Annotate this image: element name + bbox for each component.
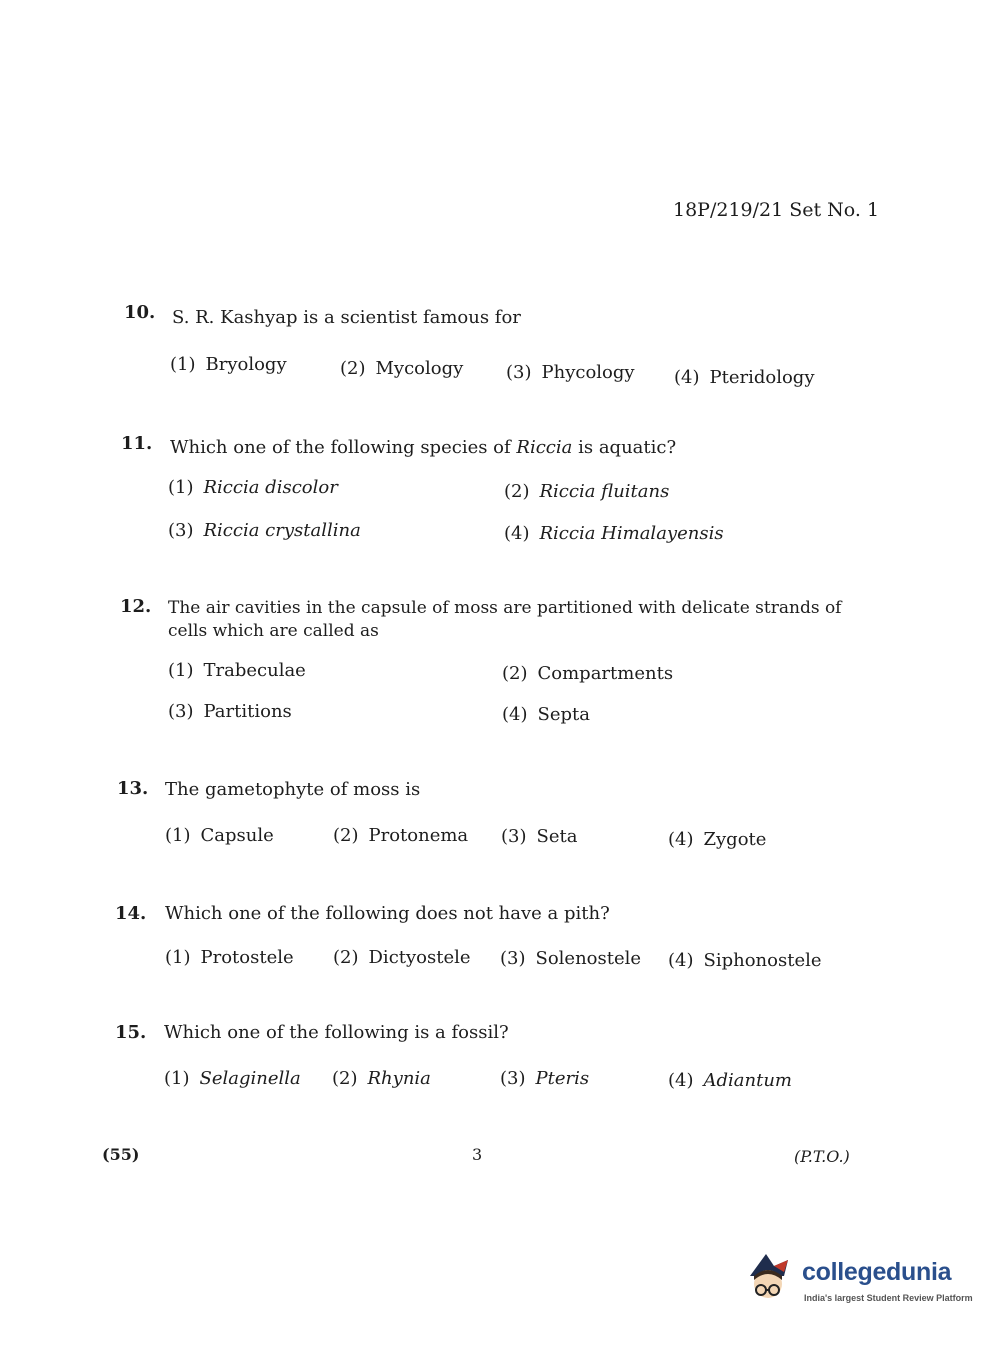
question-number: 10. <box>124 302 156 323</box>
question-text-line-2: cells which are called as <box>168 621 379 641</box>
collegedunia-logo[interactable] <box>744 1250 974 1316</box>
option-3: (3) Partitions <box>168 701 292 722</box>
question-number: 13. <box>117 778 149 799</box>
question-text: The gametophyte of moss is <box>165 779 421 800</box>
question-text: Which one of the following species of Riccia is aquatic? <box>170 437 677 458</box>
logo-tagline: India's largest Student Review Platform <box>804 1293 973 1303</box>
option-1: (1) Selaginella <box>164 1068 301 1089</box>
option-3: (3) Riccia crystallina <box>168 520 361 541</box>
option-1: (1) Protostele <box>165 947 294 968</box>
option-2: (2) Mycology <box>340 358 464 379</box>
option-3: (3) Phycology <box>506 362 635 383</box>
option-3: (3) Pteris <box>500 1068 590 1089</box>
please-turn-over: (P.T.O.) <box>794 1147 850 1166</box>
option-1: (1) Capsule <box>165 825 274 846</box>
question-number: 11. <box>121 433 153 454</box>
question-text-line-1: The air cavities in the capsule of moss are partitioned with delicate strands of <box>168 598 842 618</box>
option-4: (4) Riccia Himalayensis <box>504 523 724 544</box>
option-4: (4) Septa <box>502 704 590 725</box>
page-number: 3 <box>472 1145 483 1164</box>
question-number: 14. <box>115 903 147 924</box>
set-number: 18P/219/21 Set No. 1 <box>673 199 880 221</box>
question-number: 12. <box>120 596 152 617</box>
option-1: (1) Trabeculae <box>168 660 306 681</box>
option-4: (4) Adiantum <box>668 1070 792 1091</box>
option-2: (2) Rhynia <box>332 1068 431 1089</box>
question-text: S. R. Kashyap is a scientist famous for <box>172 307 521 328</box>
option-2: (2) Riccia fluitans <box>504 481 670 502</box>
question-text: Which one of the following does not have a pith? <box>165 903 610 924</box>
question-number: 15. <box>115 1022 147 1043</box>
option-4: (4) Pteridology <box>674 367 815 388</box>
option-2: (2) Compartments <box>502 663 674 684</box>
option-1: (1) Riccia discolor <box>168 477 338 498</box>
option-4: (4) Zygote <box>668 829 767 850</box>
paper-code: (55) <box>102 1145 140 1164</box>
option-2: (2) Dictyostele <box>333 947 471 968</box>
option-3: (3) Solenostele <box>500 948 642 969</box>
option-2: (2) Protonema <box>333 825 469 846</box>
option-3: (3) Seta <box>501 826 578 847</box>
mascot-icon <box>744 1250 800 1310</box>
option-1: (1) Bryology <box>170 354 287 375</box>
option-4: (4) Siphonostele <box>668 950 822 971</box>
logo-wordmark: collegedunia <box>802 1258 952 1286</box>
question-text: Which one of the following is a fossil? <box>164 1022 509 1043</box>
